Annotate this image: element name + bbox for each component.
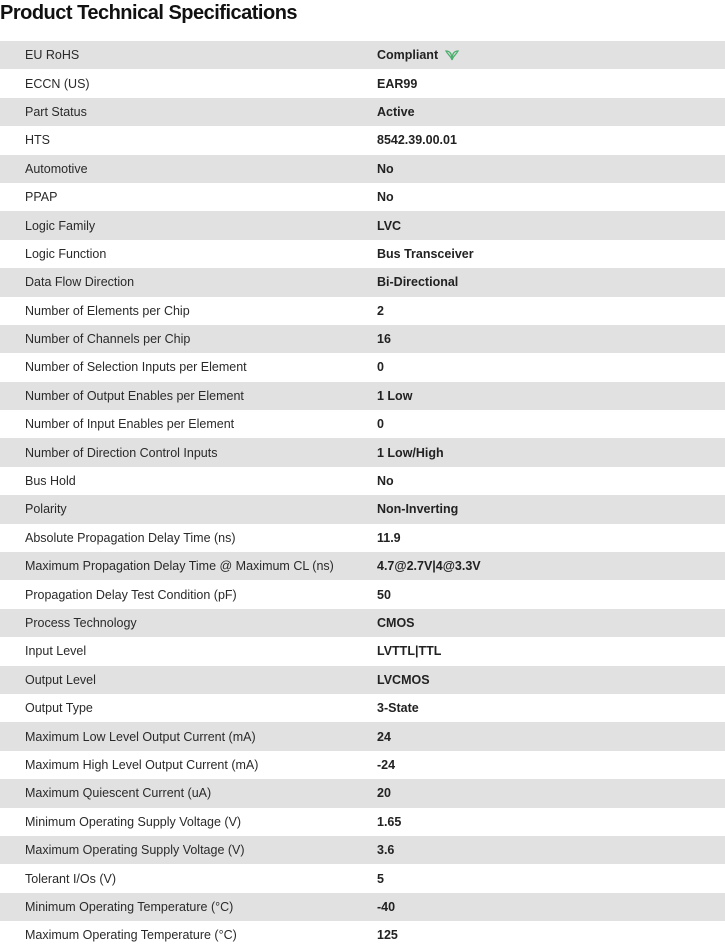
spec-value-cell [377,48,725,62]
spec-label: Absolute Propagation Delay Time (ns) [25,530,236,545]
leaf-icon [445,49,459,61]
spec-value-cell [377,133,725,147]
table-row [0,183,725,211]
spec-value: CMOS [377,616,415,630]
spec-value-cell [377,786,725,800]
spec-value-cell [377,360,725,374]
spec-value-cell [377,559,725,573]
spec-value-cell [377,304,725,318]
spec-label: PPAP [25,190,58,205]
table-row [0,410,725,438]
spec-value: 24 [377,729,391,744]
table-row [0,808,725,836]
spec-value-cell [377,417,725,431]
spec-label: Propagation Delay Test Condition (pF) [25,587,237,602]
spec-value-cell [377,531,725,545]
spec-label: Maximum Operating Supply Voltage (V) [25,843,245,858]
spec-value: 2 [377,303,384,318]
spec-value-cell [377,332,725,346]
table-row [0,268,725,296]
spec-value-cell [377,219,725,233]
table-row [0,495,725,523]
spec-label: Logic Family [25,218,96,233]
spec-label: Number of Output Enables per Element [25,388,244,403]
spec-value: 1.65 [377,814,402,829]
table-row [0,524,725,552]
spec-label: Minimum Operating Temperature (°C) [25,899,234,914]
spec-value: 125 [377,928,398,943]
spec-value: 20 [377,786,391,801]
spec-value: 11.9 [377,530,401,545]
table-row [0,722,725,750]
spec-label: Output Type [25,701,93,716]
spec-value: 8542.39.00.01 [377,133,457,148]
spec-value: 0 [377,360,384,375]
page-title: Product Technical Specifications [0,2,298,24]
table-row [0,609,725,637]
spec-label: Automotive [25,161,88,176]
spec-value-cell [377,701,725,715]
spec-label: Number of Selection Inputs per Element [25,360,247,375]
spec-value: Bus Transceiver [377,246,474,261]
spec-label: Maximum Quiescent Current (uA) [25,786,212,801]
spec-value-cell [377,247,725,261]
spec-label: Process Technology [25,616,137,630]
table-row [0,779,725,807]
spec-label: Maximum Operating Temperature (°C) [25,928,237,943]
table-row [0,893,725,921]
spec-value: Active [377,104,415,119]
table-row [0,126,725,154]
spec-value: -40 [377,899,396,914]
table-row [0,211,725,239]
spec-value: 16 [377,332,391,347]
spec-label: Part Status [25,104,87,119]
spec-value: 3.6 [377,843,395,858]
spec-value: 50 [377,587,391,602]
table-row [0,921,725,949]
spec-value-cell [377,502,725,516]
spec-value-cell [377,77,725,91]
spec-label: Number of Elements per Chip [25,303,190,318]
spec-value: EAR99 [377,76,418,91]
table-row [0,836,725,864]
spec-value-cell [377,900,725,914]
spec-label: Maximum High Level Output Current (mA) [25,757,259,772]
spec-label: Input Level [25,644,87,659]
table-row [0,325,725,353]
spec-value-cell [377,843,725,857]
spec-table [0,41,725,950]
table-row [0,438,725,466]
spec-value-cell [377,928,725,942]
spec-value: No [377,474,394,489]
table-row [0,580,725,608]
spec-label: HTS [25,133,50,148]
spec-label: Tolerant I/Os (V) [25,871,116,886]
table-row [0,297,725,325]
table-row [0,637,725,665]
spec-value: -24 [377,757,396,772]
table-row [0,467,725,495]
spec-value-cell [377,389,725,403]
spec-value-cell [377,673,725,687]
spec-value: Bi-Directional [377,275,459,290]
table-row [0,353,725,381]
spec-label: Maximum Propagation Delay Time @ Maximum CL (ns) [25,559,334,574]
spec-label: Minimum Operating Supply Voltage (V) [25,814,242,829]
spec-value: Compliant [377,48,439,63]
spec-value: 5 [377,871,384,886]
spec-value-cell [377,730,725,744]
spec-value-cell [377,162,725,176]
spec-label: Number of Channels per Chip [25,332,191,347]
spec-label: ECCN (US) [25,76,90,91]
spec-value-cell [377,616,725,630]
spec-value: 4.7@2.7V|4@3.3V [377,559,481,574]
table-row [0,69,725,97]
table-row [0,240,725,268]
spec-value-cell [377,190,725,204]
table-row [0,98,725,126]
spec-label: EU RoHS [25,48,80,63]
table-row [0,751,725,779]
spec-value: 3-State [377,701,419,716]
spec-label: Polarity [25,502,67,517]
spec-value-cell [377,588,725,602]
spec-value: No [377,190,394,205]
spec-label: Maximum Low Level Output Current (mA) [25,729,256,744]
spec-value-cell [377,446,725,460]
spec-label: Output Level [25,672,96,687]
spec-value: LVTTL|TTL [377,644,442,659]
spec-label: Data Flow Direction [25,275,135,290]
spec-value: 1 Low [377,388,413,403]
spec-value: LVC [377,218,402,233]
table-row [0,155,725,183]
spec-value-cell [377,275,725,289]
table-row [0,694,725,722]
spec-value-cell [377,815,725,829]
table-row [0,552,725,580]
table-row [0,41,725,69]
spec-value: 1 Low/High [377,445,444,460]
spec-label: Number of Input Enables per Element [25,417,235,432]
table-row [0,666,725,694]
table-row [0,864,725,892]
spec-value-cell [377,758,725,772]
spec-value: LVCMOS [377,672,430,687]
spec-value: No [377,161,394,176]
spec-value: Non-Inverting [377,502,459,517]
spec-label: Logic Function [25,246,107,261]
spec-value-cell [377,872,725,886]
spec-value: 0 [377,417,384,432]
table-row [0,382,725,410]
spec-value-cell [377,105,725,119]
spec-value-cell [377,474,725,488]
spec-label: Bus Hold [25,474,76,489]
spec-label: Number of Direction Control Inputs [25,445,218,460]
spec-value-cell [377,644,725,658]
